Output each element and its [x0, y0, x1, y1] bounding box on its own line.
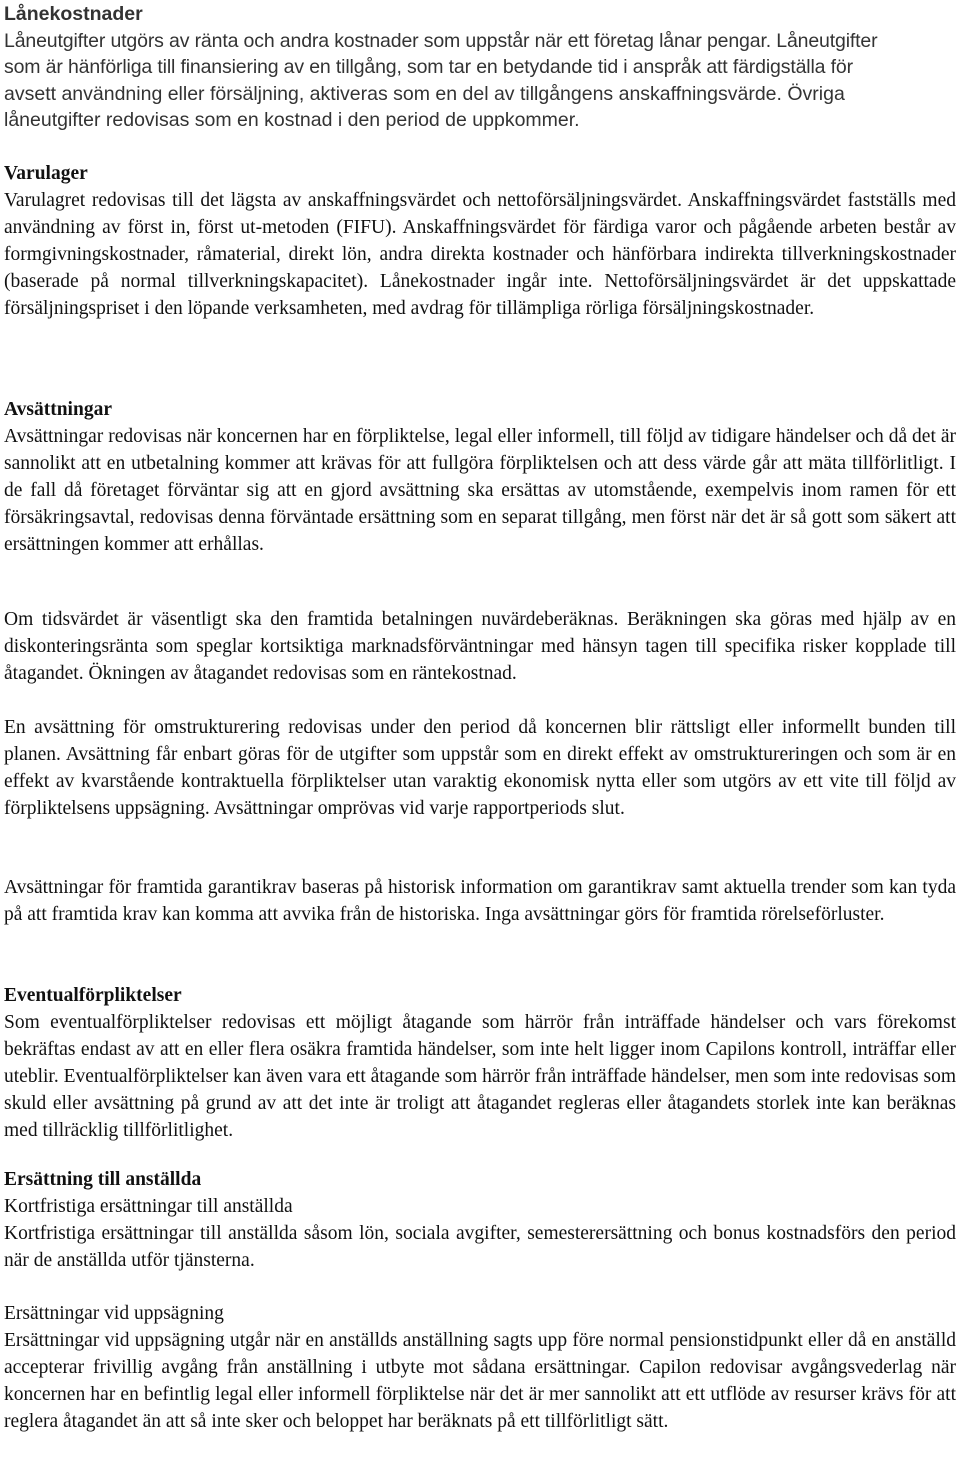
heading-varulager: Varulager	[4, 163, 88, 184]
heading-avsattningar: Avsättningar	[4, 399, 112, 420]
section-avsattningar	[4, 396, 956, 558]
section-varulager	[4, 160, 956, 322]
heading-eventualforpliktelser: Eventualförpliktelser	[4, 985, 182, 1006]
section-avsattningar-p4	[4, 874, 956, 928]
section-eventualforpliktelser	[4, 982, 956, 1144]
eventualforpliktelser-text: Som eventualförpliktelser redovisas ett möjligt åtagande som härrör från inträffade händelser och vars förekomst bekräftas endast av att en eller flera osäkra framtida händelser, som inte helt ligger inom Capilons kontroll, inträffar eller uteblir. Eventualförpliktelser kan även vara ett åtagande som härrör från inträffade händelser, men som inte redovisas som skuld eller avsättning på grund av att det inte är troligt att åtagandet regleras eller åtagandets storlek inte kan beräknas med tillräcklig tillförlitlighet.	[4, 1012, 956, 1141]
lanekostnader-line: låneutgifter redovisas som en kostnad i den period de uppkommer.	[4, 109, 580, 131]
avsattningar-paragraph-3: En avsättning för omstrukturering redovisas under den period då koncernen blir rättsligt eller informellt bunden till planen. Avsättning får enbart göras för de utgifter som uppstår som en direkt effekt av omstruktureringen och som är en effekt av kvarstående kontraktuella förpliktelser utan varaktig ekonomisk nytta eller som utgörs av ett vite till följd av förpliktelsens uppsägning. Avsättningar omprövas vid varje rapportperiods slut.	[4, 717, 956, 819]
heading-ersattning: Ersättning till anställda	[4, 1169, 202, 1190]
section-uppsagning	[4, 1300, 956, 1435]
section-ersattning	[4, 1166, 956, 1274]
varulager-text: Varulagret redovisas till det lägsta av anskaffningsvärdet och nettoförsäljningsvärdet. Anskaffningsvärdet fastställs med användning av först in, först ut-metoden (FIFU). Anskaffningsvärdet för färdiga varor och pågående arbeten består av formgivningskostnader, råmaterial, direkt lön, andra direkta kostnader och hänförbara indirekta tillverkningskostnader (baserade på normal tillverkningskapacitet). Lånekostnader ingår inte. Nettoförsäljningsvärdet är det uppskattade försäljningspriset i den löpande verksamheten, med avdrag för tillämpliga rörliga försäljningskostnader.	[4, 190, 956, 319]
section-avsattningar-p3	[4, 714, 956, 822]
subheading-kortfristiga: Kortfristiga ersättningar till anställda	[4, 1196, 293, 1217]
uppsagning-text: Ersättningar vid uppsägning utgår när en anställds anställning sagts upp före normal pensionstidpunkt eller då en anställd accepterar frivillig avgång från anställning i utbyte mot sådana ersättningar. Capilon redovisar avgångsvederlag när koncernen har en befintlig legal eller informell förpliktelse när det är mer sannolikt att ett utflöde av resurser krävs för att reglera åtagandet än att så inte sker och beloppet har beräknats på ett tillförlitligt sätt.	[4, 1330, 956, 1432]
lanekostnader-line: som är hänförliga till finansiering av en tillgång, som tar en betydande tid i anspråk att färdigställa för	[4, 56, 853, 78]
lanekostnader-line: Låneutgifter utgörs av ränta och andra kostnader som uppstår när ett företag lånar pengar. Låneutgifter	[4, 29, 878, 52]
subheading-uppsagning: Ersättningar vid uppsägning	[4, 1303, 224, 1324]
avsattningar-paragraph-1: Avsättningar redovisas när koncernen har en förpliktelse, legal eller informell, till följd av tidigare händelser och då det är sannolikt att en utbetalning kommer att krävas för att fullgöra förpliktelsen och att dess värde går att mäta tillförlitligt. I de fall då företaget förväntar sig att en gjord avsättning ska ersättas av utomstående, exempelvis inom ramen för ett försäkringsavtal, redovisas denna förväntade ersättning som en separat tillgång, men först när det är så gott som säkert att ersättningen kommer att erhållas.	[4, 426, 956, 555]
section-avsattningar-p2	[4, 606, 956, 687]
lanekostnader-line: avsett användning eller försäljning, aktiveras som en del av tillgångens anskaffningsvärde. Övriga	[4, 82, 845, 105]
avsattningar-paragraph-4: Avsättningar för framtida garantikrav baseras på historisk information om garantikrav samt aktuella trender som kan tyda på att framtida krav kan komma att avvika från de historiska. Inga avsättningar görs för framtida rörelseförluster.	[4, 877, 956, 925]
section-lanekostnader	[4, 1, 956, 134]
avsattningar-paragraph-2: Om tidsvärdet är väsentligt ska den framtida betalningen nuvärdeberäknas. Beräkningen ska göras med hjälp av en diskonteringsränta som speglar kortsiktiga marknadsförväntningar med hänsyn tagen till specifika risker kopplade till åtagandet. Ökningen av åtagandet redovisas som en räntekostnad.	[4, 609, 956, 684]
kortfristiga-text: Kortfristiga ersättningar till anställda såsom lön, sociala avgifter, semesterersättning och bonus kostnadsförs den period när de anställda utför tjänsterna.	[4, 1223, 956, 1271]
heading-lanekostnader: Lånekostnader	[4, 3, 143, 25]
